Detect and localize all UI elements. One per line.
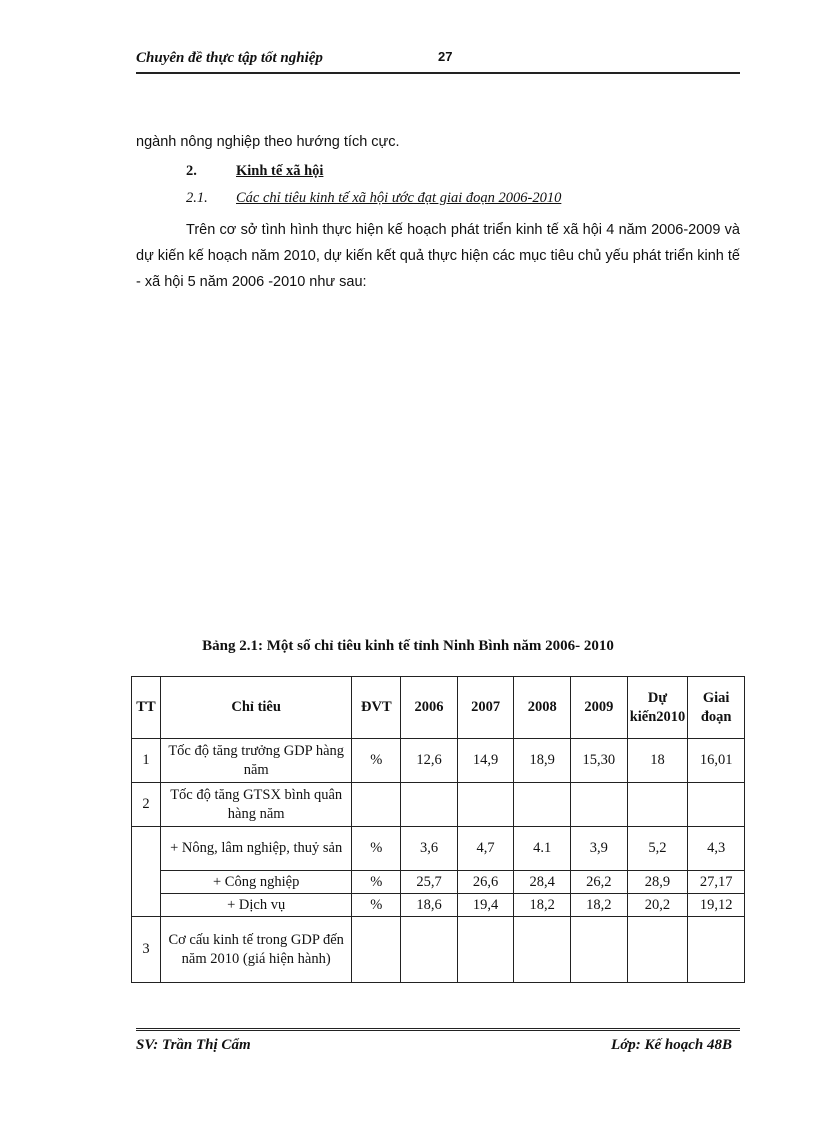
table-cell: 4,7 — [457, 827, 514, 871]
table-row — [132, 827, 745, 871]
table-cell: 19,4 — [457, 894, 514, 917]
table-caption: Bảng 2.1: Một số chỉ tiêu kinh tế tỉnh Ninh Bình năm 2006- 2010 — [202, 638, 614, 654]
data-table — [131, 676, 745, 983]
table-cell: 16,01 — [688, 739, 745, 783]
table-cell: 4,3 — [688, 827, 745, 871]
table-cell: 15,30 — [571, 739, 628, 783]
table-cell: 26,6 — [457, 871, 514, 894]
table-cell — [401, 917, 458, 983]
subsection-title: Các chỉ tiêu kinh tế xã hội ước đạt giai đoạn 2006-2010 — [236, 190, 562, 206]
table-row — [132, 917, 745, 983]
table-cell: 27,17 — [688, 871, 745, 894]
table-cell — [514, 917, 571, 983]
table-cell: 18 — [627, 739, 688, 783]
table-cell: 3,9 — [571, 827, 628, 871]
table-cell — [457, 917, 514, 983]
table-cell — [457, 783, 514, 827]
table-row — [132, 739, 745, 783]
table-cell: 18,6 — [401, 894, 458, 917]
table-cell: 5,2 — [627, 827, 688, 871]
table-cell: Tốc độ tăng GTSX bình quân hàng năm — [160, 783, 352, 827]
header-cell: 2008 — [514, 677, 571, 739]
table-cell — [514, 783, 571, 827]
document-title: Chuyên đề thực tập tốt nghiệp — [136, 50, 323, 66]
table-row — [132, 871, 745, 894]
table-header-row — [132, 677, 745, 739]
header-cell: 2006 — [401, 677, 458, 739]
table-cell: + Dịch vụ — [160, 894, 352, 917]
header-cell: Giai đoạn — [688, 677, 745, 739]
table-cell — [352, 783, 401, 827]
table-cell: 2 — [132, 783, 161, 827]
table-cell: % — [352, 871, 401, 894]
body-line: ngành nông nghiệp theo hướng tích cực. — [136, 134, 400, 150]
table-cell: Tốc độ tăng trưởng GDP hàng năm — [160, 739, 352, 783]
table-cell — [132, 827, 161, 917]
table-cell — [401, 783, 458, 827]
page-number: 27 — [438, 49, 453, 64]
header-cell: 2009 — [571, 677, 628, 739]
table-cell — [627, 783, 688, 827]
table-cell: 3,6 — [401, 827, 458, 871]
table-cell: 12,6 — [401, 739, 458, 783]
page-footer — [136, 1028, 740, 1061]
table-cell: 25,7 — [401, 871, 458, 894]
table-cell: 18,2 — [514, 894, 571, 917]
table-cell: 3 — [132, 917, 161, 983]
table-cell: Cơ cấu kinh tế trong GDP đến năm 2010 (giá hiện hành) — [160, 917, 352, 983]
section-number: 2. — [186, 163, 197, 179]
table-cell — [688, 783, 745, 827]
body-paragraph: Trên cơ sở tình hình thực hiện kế hoạch phát triển kinh tế xã hội 4 năm 2006-2009 và dự kiến kế hoạch năm 2010, dự kiến kết quả thực hiện các mục tiêu chủ yếu phát triển kinh tế - xã hội 5 năm 2006 -2010 như sau: — [136, 222, 740, 290]
table-cell: 19,12 — [688, 894, 745, 917]
table-cell — [352, 917, 401, 983]
table-cell: % — [352, 894, 401, 917]
header-cell: TT — [132, 677, 161, 739]
header-cell: Chỉ tiêu — [160, 677, 352, 739]
table-cell: 26,2 — [571, 871, 628, 894]
header-cell: 2007 — [457, 677, 514, 739]
class-name: Lớp: Kế hoạch 48B — [611, 1037, 732, 1053]
subsection-number: 2.1. — [186, 190, 208, 206]
table-cell: 18,9 — [514, 739, 571, 783]
table-cell: + Công nghiệp — [160, 871, 352, 894]
page-header — [136, 46, 740, 74]
header-cell: ĐVT — [352, 677, 401, 739]
section-title: Kinh tế xã hội — [236, 163, 324, 179]
table-cell — [688, 917, 745, 983]
table-cell: + Nông, lâm nghiệp, thuỷ sản — [160, 827, 352, 871]
table-row — [132, 894, 745, 917]
table-cell: 1 — [132, 739, 161, 783]
table-cell — [627, 917, 688, 983]
table-cell: 4.1 — [514, 827, 571, 871]
student-name: SV: Trần Thị Cẩm — [136, 1037, 251, 1053]
table-cell: % — [352, 739, 401, 783]
table-cell: 20,2 — [627, 894, 688, 917]
table-cell: 28,9 — [627, 871, 688, 894]
table-cell — [571, 783, 628, 827]
table-cell: 14,9 — [457, 739, 514, 783]
table-cell: % — [352, 827, 401, 871]
table-cell — [571, 917, 628, 983]
table-cell: 18,2 — [571, 894, 628, 917]
table-row — [132, 783, 745, 827]
table-cell: 28,4 — [514, 871, 571, 894]
header-cell: Dự kiến2010 — [627, 677, 688, 739]
